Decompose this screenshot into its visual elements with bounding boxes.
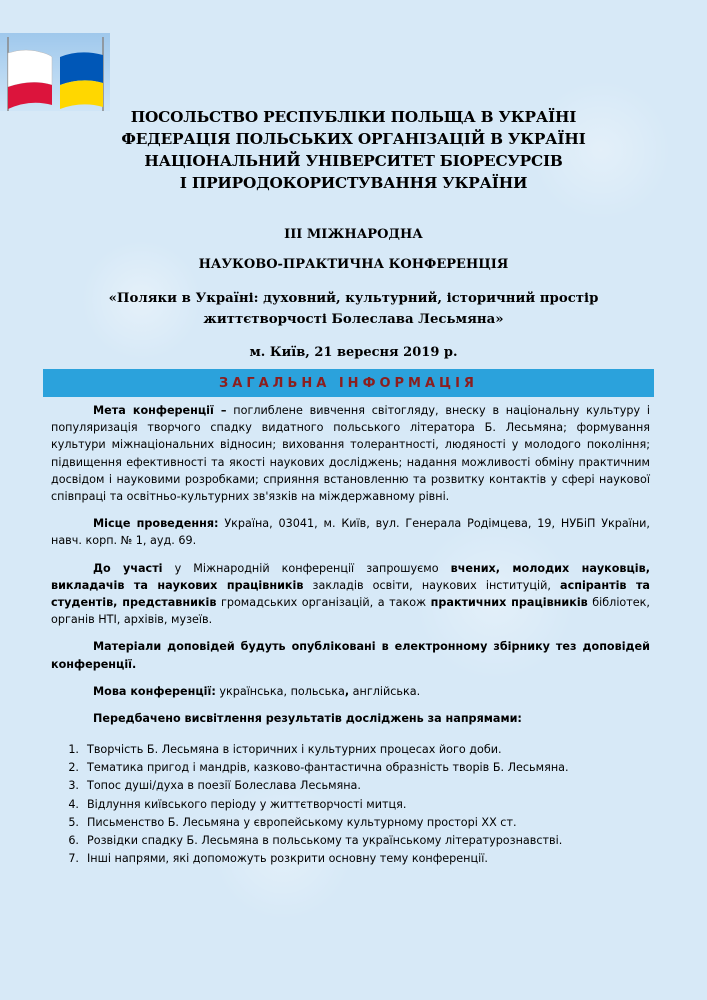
participation-text: громадських організацій, а також: [216, 596, 431, 610]
poland-flag-icon: [8, 37, 52, 111]
list-item-text: Топос душі/духа в поезії Болеслава Лесьмяна.: [87, 779, 361, 793]
list-item-text: Інші напрями, які допоможуть розкрити основну тему конференції.: [87, 852, 488, 866]
participation-text: бібліотек, органів НТІ, архівів, музеїв.: [51, 596, 650, 627]
participation-bold: До участі: [93, 561, 163, 575]
list-item-number: 4.: [68, 797, 79, 811]
participation-bold: вчених, молодих науковців, викладачів та наукових працівників: [51, 561, 650, 592]
conference-title: [60, 288, 647, 330]
goal-paragraph: [51, 402, 650, 505]
directions-heading: Передбачено висвітлення результатів досліджень за напрямами:: [93, 712, 522, 726]
conference-title-line: життєтворчості Болеслава Лесьмяна»: [203, 312, 504, 327]
language-paragraph: [51, 683, 650, 700]
header-line: ФЕДЕРАЦІЯ ПОЛЬСЬКИХ ОРГАНІЗАЦІЙ В УКРАЇНІ: [121, 130, 586, 148]
banner-label: ЗАГАЛЬНА ІНФОРМАЦІЯ: [219, 375, 478, 391]
goal-text: поглиблене вивчення світогляду, внеску в національну культуру і популяризація творчого спадку видатного польського літератора Б. Лесьмяна; формування культури міжнаціональних відносин; виховання толерантності, людяності у молодого покоління; підвищення ефективності та якості наукових досліджень; надання можливості обміну практичним досвідом і науковими розробками; сприяння встановленню та розвитку контактів у сфері наукової співпраці та освітньо-культурних зв'язків на міждержавному рівні.: [51, 404, 650, 504]
header-line: ПОСОЛЬСТВО РЕСПУБЛІКИ ПОЛЬЩА В УКРАЇНІ: [130, 108, 577, 126]
venue-label: Місце проведення:: [93, 517, 219, 531]
participation-text: у Міжнародній конференції запрошуємо: [162, 561, 451, 575]
venue-text: Україна, 03041, м. Київ, вул. Генерала Родімцева, 19, НУБіП України, навч. корп. № 1, ауд. 69.: [51, 517, 650, 548]
list-item: [51, 759, 650, 777]
flags-image: [0, 33, 110, 111]
language-comma: ,: [344, 684, 350, 698]
conference-title-line: «Поляки в Україні: духовний, культурний, історичний простір: [108, 291, 599, 306]
list-item: [51, 796, 650, 814]
language-label: Мова конференції:: [93, 684, 216, 698]
language-text: англійська.: [349, 684, 421, 698]
list-item: [51, 741, 650, 759]
materials-text: Матеріали доповідей будуть опубліковані в електронному збірнику тез доповідей конференції.: [51, 640, 650, 671]
list-item-number: 1.: [68, 743, 79, 756]
list-item: [51, 814, 650, 832]
list-item: [51, 777, 650, 795]
ukraine-flag-icon: [60, 37, 103, 111]
conference-number: ІІІ МІЖНАРОДНА: [284, 227, 423, 242]
goal-label: Мета конференції –: [93, 404, 227, 417]
list-item-text: Тематика пригод і мандрів, казково-фантастична образність творів Б. Лесьмяна.: [87, 761, 569, 775]
list-item-number: 5.: [68, 815, 79, 829]
directions-heading-paragraph: [51, 710, 650, 727]
general-info-banner: [43, 369, 654, 397]
materials-paragraph: [51, 638, 650, 672]
participation-bold: аспірантів та студентів, представників: [51, 578, 650, 610]
list-item: [51, 850, 650, 868]
participation-bold: практичних працівників: [430, 596, 588, 610]
participation-text: закладів освіти, наукових інституцій,: [303, 578, 561, 592]
list-item-number: 3.: [68, 779, 79, 793]
list-item-text: Творчість Б. Лесьмяна в історичних і культурних процесах його доби.: [87, 743, 502, 756]
organizers-header: [0, 106, 707, 194]
header-line: І ПРИРОДОКОРИСТУВАННЯ УКРАЇНИ: [179, 174, 528, 192]
list-item-number: 2.: [68, 761, 79, 775]
language-text: українська, польська: [215, 684, 345, 698]
participation-paragraph: [51, 560, 650, 629]
venue-paragraph: [51, 515, 650, 549]
list-item-text: Відлуння київського періоду у життєтворчості митця.: [87, 797, 407, 811]
list-item: [51, 832, 650, 850]
list-item-text: Розвідки спадку Б. Лесьмяна в польському та українському літературознавстві.: [87, 834, 563, 848]
conference-type: НАУКОВО-ПРАКТИЧНА КОНФЕРЕНЦІЯ: [198, 257, 509, 272]
list-item-text: Письменство Б. Лесьмяна у європейському культурному просторі ХХ ст.: [87, 815, 517, 829]
topics-list: [51, 741, 650, 868]
list-item-number: 6.: [68, 834, 79, 848]
header-line: НАЦІОНАЛЬНИЙ УНІВЕРСИТЕТ БІОРЕСУРСІВ: [144, 152, 563, 170]
info-body: [51, 402, 650, 737]
list-item-number: 7.: [68, 852, 79, 866]
conference-date: м. Київ, 21 вересня 2019 р.: [249, 345, 458, 360]
